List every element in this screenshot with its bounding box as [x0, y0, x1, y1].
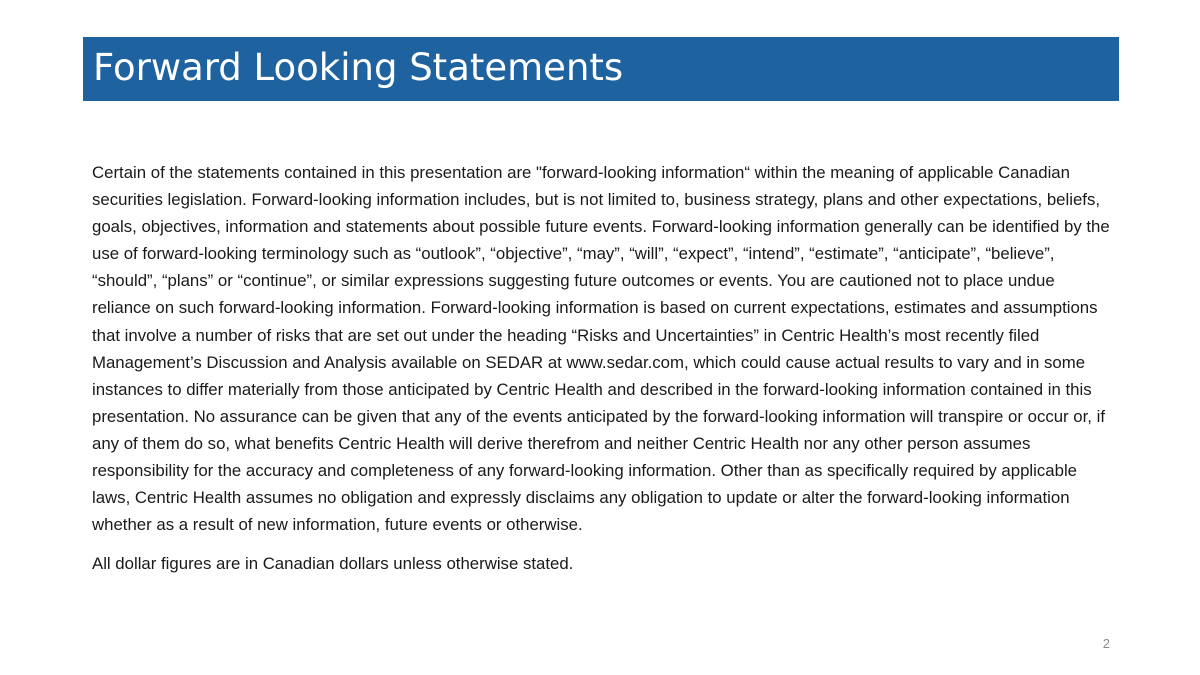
page-number: 2: [1102, 636, 1110, 651]
currency-note: All dollar figures are in Canadian dollars unless otherwise stated.: [92, 554, 574, 574]
forward-looking-paragraph: Certain of the statements contained in this presentation are "forward-looking information“ within the meaning of applicable Canadian securities legislation. Forward-looking information includes, but is not limited to, business strategy, plans and other expectations, beliefs, goals, objectives, information and statements about possible future events. Forward-looking information generally can be identified by the use of forward-looking terminology such as “outlook”, “objective”, “may”, “will”, “expect”, “intend”, “estimate”, “anticipate”, “believe”, “should”, “plans” or “continue”, or similar expressions suggesting future outcomes or events. You are cautioned not to place undue reliance on such forward-looking information. Forward-looking information is based on current expectations, estimates and assumptions that involve a number of risks that are set out under the heading “Risks and Uncertainties” in Centric Health’s most recently filed Management’s Discussion and Analysis available on SEDAR at www.sedar.com, which could cause actual results to vary and in some instances to differ materially from those anticipated by Centric Health and described in the forward-looking information contained in this presentation. No assurance can be given that any of the events anticipated by the forward-looking information will transpire or occur or, if any of them do so, what benefits Centric Health will derive therefrom and neither Centric Health nor any other person assumes responsibility for the accuracy and completeness of any forward-looking information. Other than as specifically required by applicable laws, Centric Health assumes no obligation and expressly disclaims any obligation to update or alter the forward-looking information whether as a result of new information, future events or otherwise.: [92, 163, 1110, 535]
title-bar: [83, 37, 1119, 101]
slide-body: [92, 159, 1116, 577]
slide-title: Forward Looking Statements: [93, 45, 624, 89]
